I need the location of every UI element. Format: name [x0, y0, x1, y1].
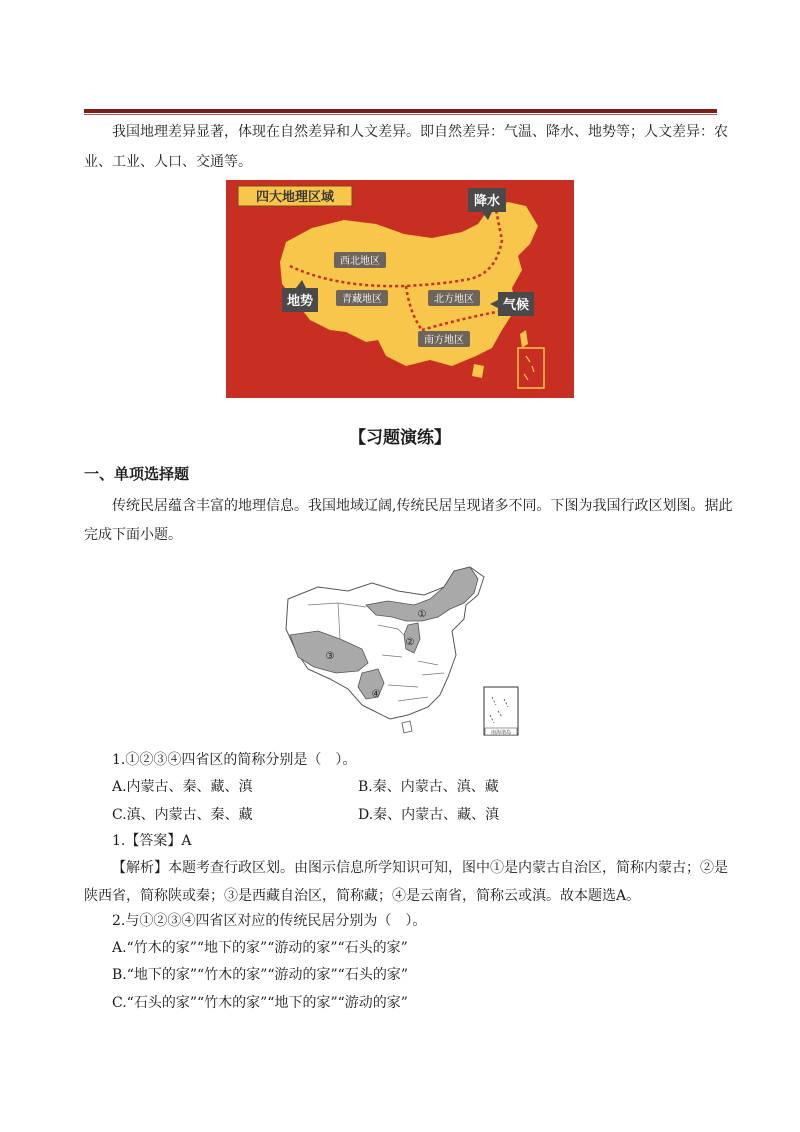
q1-analysis-line-2: 陕西省，简称陕或秦；③是西藏自治区，简称藏；④是云南省，简称云或滇。故本题选A。	[84, 888, 641, 904]
title-box	[238, 186, 352, 206]
passage-line-2: 完成下面小题。	[84, 527, 182, 543]
south-sea-inset	[484, 687, 518, 736]
region-label-north	[428, 290, 480, 306]
map-title: 四大地理区域	[255, 190, 335, 205]
hainan-island	[472, 364, 484, 378]
four-regions-map	[226, 180, 574, 398]
inset-label: 南海诸岛	[490, 730, 512, 736]
q1-stem: 1.①②③④四省区的简称分别是（ ）。	[112, 752, 357, 768]
marker-4: ④	[371, 689, 381, 700]
q1-analysis-line-1: 【解析】本题考查行政区划。由图示信息所学知识可知，图中①是内蒙古自治区，简称内蒙古；②是	[112, 860, 728, 876]
svg-text:南方地区: 南方地区	[424, 335, 464, 346]
q1-option-a: A.内蒙古、秦、藏、滇	[112, 779, 253, 795]
q1-option-d: D.秦、内蒙古、藏、滇	[358, 807, 500, 823]
svg-text:西北地区: 西北地区	[340, 256, 380, 267]
svg-text:降水: 降水	[473, 194, 501, 209]
section-title: 一、单项选择题	[84, 465, 190, 483]
header-rule-thin	[84, 114, 717, 115]
header-rule	[84, 109, 717, 113]
q1-option-c: C.滇、内蒙古、秦、藏	[112, 807, 253, 823]
q2-option-c: C.“石头的家”“竹木的家”“地下的家”“游动的家”	[112, 995, 408, 1011]
marker-1: ①	[417, 609, 427, 620]
q1-option-b: B.秦、内蒙古、滇、藏	[358, 779, 499, 795]
intro-line-2: 业、工业、人口、交通等。	[84, 154, 252, 170]
svg-text:北方地区: 北方地区	[434, 294, 474, 305]
svg-text:气候: 气候	[502, 298, 530, 313]
province-map	[278, 565, 528, 745]
svg-text:地势: 地势	[286, 294, 314, 309]
svg-text:青藏地区: 青藏地区	[342, 294, 382, 305]
q2-stem: 2.与①②③④四省区对应的传统民居分别为（ ）。	[112, 913, 427, 929]
hainan-island	[402, 721, 412, 733]
q1-answer: 1.【答案】A	[112, 833, 192, 849]
practice-heading: 【习题演练】	[349, 428, 451, 448]
marker-3: ③	[325, 651, 335, 662]
region-label-northwest	[334, 252, 386, 268]
region-label-south	[418, 331, 470, 347]
q2-option-b: B.“地下的家”“竹木的家”“游动的家”“石头的家”	[112, 967, 408, 983]
intro-line-1: 我国地理差异显著，体现在自然差异和人文差异。即自然差异：气温、降水、地势等；人文差异：农	[112, 124, 728, 140]
q2-option-a: A.“竹木的家”“地下的家”“游动的家”“石头的家”	[112, 940, 408, 956]
marker-2: ②	[405, 637, 415, 648]
passage-line-1: 传统民居蕴含丰富的地理信息。我国地域辽阔,传统民居呈现诸多不同。下图为我国行政区划图。据此	[112, 498, 733, 514]
region-label-qinghai-tibet	[336, 290, 388, 306]
